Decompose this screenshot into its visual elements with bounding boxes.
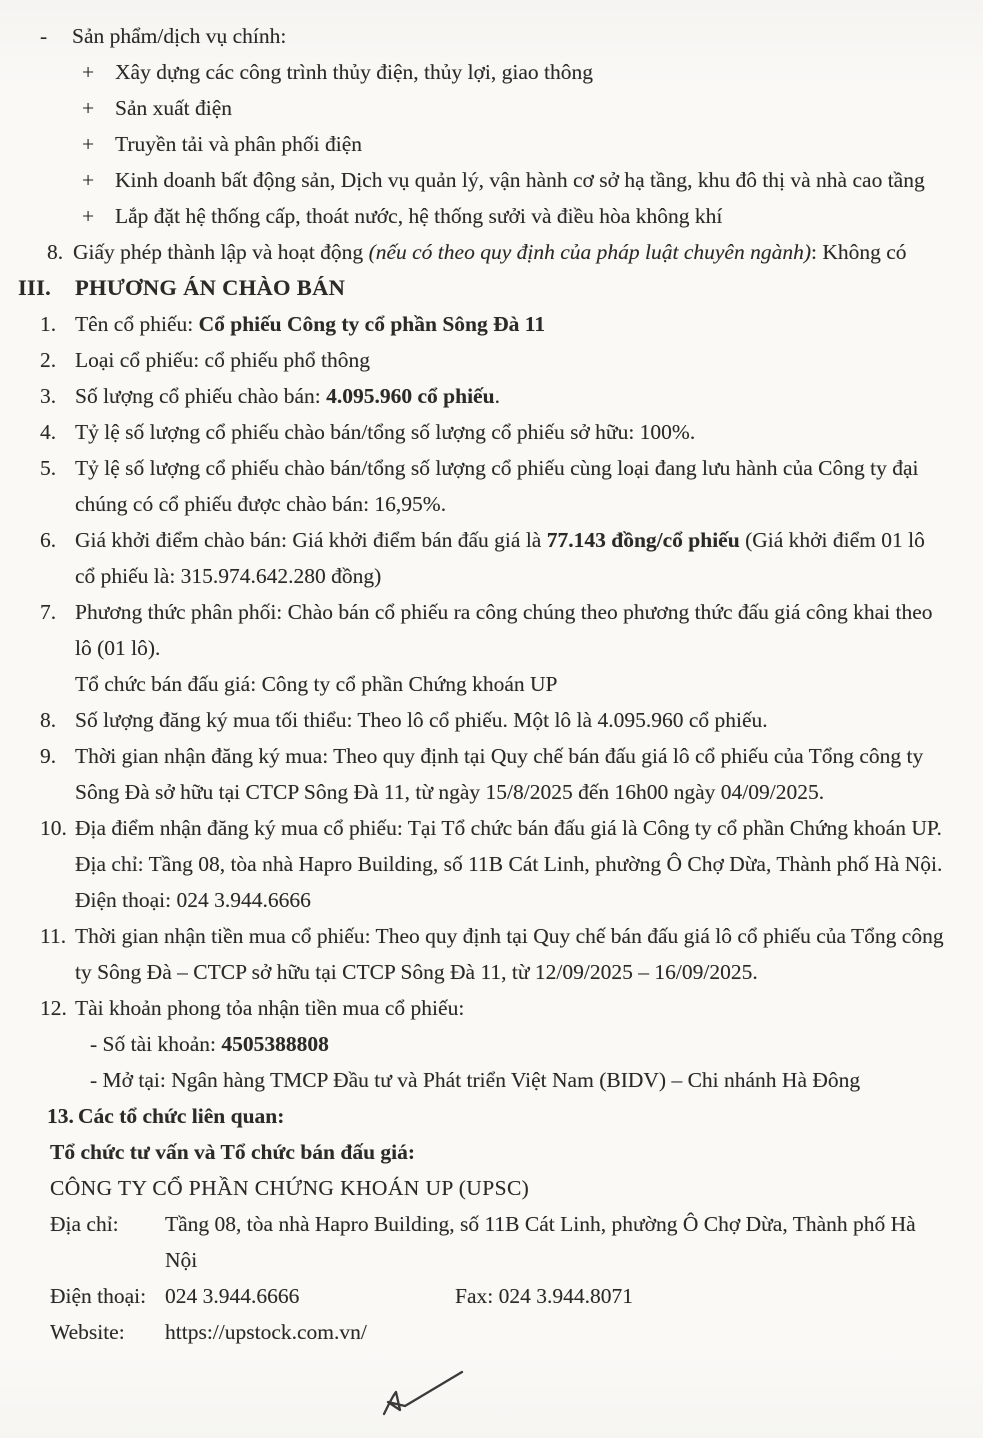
- item-text: Thời gian nhận tiền mua cổ phiếu: Theo quy định tại Quy chế bán đấu giá lô cổ phiếu của Tổng công ty Sông Đà – CTCP sở hữu tại CTCP Sông Đà 11, từ 12/09/2025 – 16/09/2025.: [75, 924, 944, 984]
- offer-item-3: [40, 378, 947, 414]
- plus-bullet: +: [82, 132, 95, 156]
- plus-bullet: +: [82, 168, 95, 192]
- service-item: [82, 162, 947, 198]
- offer-item-13: [47, 1098, 947, 1134]
- item-number: 8.: [40, 708, 57, 732]
- company-name: CÔNG TY CỔ PHẦN CHỨNG KHOÁN UP (UPSC): [50, 1176, 530, 1200]
- item-text: Phương thức phân phối: Chào bán cổ phiếu ra công chúng theo phương thức đấu giá công khai theo lô (01 lô).: [75, 600, 933, 660]
- plus-bullet: +: [82, 96, 95, 120]
- fax-value: Fax: 024 3.944.8071: [455, 1284, 633, 1308]
- main-products-heading: [40, 18, 947, 54]
- phone-label: Điện thoại:: [50, 1284, 147, 1308]
- service-text: Truyền tải và phân phối điện: [115, 132, 363, 156]
- website-label: Website:: [50, 1320, 125, 1344]
- item-text: Tỷ lệ số lượng cổ phiếu chào bán/tổng số lượng cổ phiếu cùng loại đang lưu hành của Công ty đại chúng có cổ phiếu được chào bán: 16,95%.: [75, 456, 919, 516]
- service-item: [82, 90, 947, 126]
- service-text: Xây dựng các công trình thủy điện, thủy lợi, giao thông: [115, 60, 594, 84]
- item-text: Địa điểm nhận đăng ký mua cổ phiếu: Tại Tổ chức bán đấu giá là Công ty cổ phần Chứng khoán UP. Địa chỉ: Tầng 08, tòa nhà Hapro Building, số 11B Cát Linh, phường Ô Chợ Dừa, Thành phố Hà Nội. Điện thoại: 024 3.944.6666: [75, 816, 943, 912]
- address-row: [50, 1206, 947, 1278]
- offer-item-12: [40, 990, 947, 1026]
- pen-mark-icon: [378, 1364, 470, 1424]
- offer-item-5: [40, 450, 947, 522]
- offer-item-4: [40, 414, 947, 450]
- offer-item-1: [40, 306, 947, 342]
- service-item: [82, 198, 947, 234]
- item-text: Các tổ chức liên quan:: [78, 1104, 285, 1128]
- item-number: 1.: [40, 312, 57, 336]
- item-number: 13.: [47, 1104, 74, 1128]
- item-text: Tài khoản phong tỏa nhận tiền mua cổ phiếu:: [75, 996, 465, 1020]
- item-text: Giá khởi điểm chào bán: Giá khởi điểm bán đấu giá là 77.143 đồng/cổ phiếu (Giá khởi điểm 01 lô cổ phiếu là: 315.974.642.280 đồng): [75, 528, 925, 588]
- item-number: 7.: [40, 600, 57, 624]
- dash-bullet: -: [40, 24, 48, 48]
- website-value: https://upstock.com.vn/: [165, 1320, 367, 1344]
- phone-row: [50, 1278, 947, 1314]
- offer-item-8: [40, 702, 947, 738]
- item-number: 8.: [47, 240, 64, 264]
- item-number: 11.: [40, 924, 67, 948]
- auction-org-line: Tổ chức bán đấu giá: Công ty cổ phần Chứng khoán UP: [75, 672, 558, 696]
- section-number: III.: [18, 275, 52, 300]
- plus-bullet: +: [82, 204, 95, 228]
- item-number: 6.: [40, 528, 57, 552]
- offer-item-2: [40, 342, 947, 378]
- license-text: Giấy phép thành lập và hoạt động (nếu có theo quy định của pháp luật chuyên ngành): Không có: [73, 240, 907, 264]
- plus-bullet: +: [82, 60, 95, 84]
- item-number: 5.: [40, 456, 57, 480]
- offer-item-7: [40, 594, 947, 666]
- offer-item-9: [40, 738, 947, 810]
- section-title: PHƯƠNG ÁN CHÀO BÁN: [75, 275, 346, 300]
- service-text: Lắp đặt hệ thống cấp, thoát nước, hệ thống sưởi và điều hòa không khí: [115, 204, 723, 228]
- item-number: 9.: [40, 744, 57, 768]
- organisation-block: [50, 1134, 947, 1350]
- item-number: 4.: [40, 420, 57, 444]
- item-text: Tỷ lệ số lượng cổ phiếu chào bán/tổng số lượng cổ phiếu sở hữu: 100%.: [75, 420, 696, 444]
- phone-value: 024 3.944.6666: [165, 1284, 300, 1308]
- item-text: Số lượng cổ phiếu chào bán: 4.095.960 cổ phiếu.: [75, 384, 500, 408]
- account-number-line: - Số tài khoản: 4505388808: [90, 1032, 329, 1056]
- offer-item-10: [40, 810, 947, 918]
- service-text: Sản xuất điện: [115, 96, 233, 120]
- address-label: Địa chỉ:: [50, 1212, 119, 1236]
- section-heading: [18, 270, 947, 306]
- account-bank-line: - Mở tại: Ngân hàng TMCP Đầu tư và Phát triển Việt Nam (BIDV) – Chi nhánh Hà Đông: [90, 1068, 861, 1092]
- service-text: Kinh doanh bất động sản, Dịch vụ quản lý, vận hành cơ sở hạ tầng, khu đô thị và nhà cao tầng: [115, 168, 925, 192]
- offer-item-11: [40, 918, 947, 990]
- service-item: [82, 126, 947, 162]
- advisor-heading: Tổ chức tư vấn và Tổ chức bán đấu giá:: [50, 1140, 416, 1164]
- item-number: 3.: [40, 384, 57, 408]
- item-text: Loại cổ phiếu: cổ phiếu phổ thông: [75, 348, 370, 372]
- website-row: [50, 1314, 947, 1350]
- item-number: 12.: [40, 996, 67, 1020]
- item-text: Số lượng đăng ký mua tối thiểu: Theo lô cổ phiếu. Một lô là 4.095.960 cổ phiếu.: [75, 708, 768, 732]
- item-text: Tên cổ phiếu: Cổ phiếu Công ty cổ phần Sông Đà 11: [75, 312, 546, 336]
- fax-label: Fax:: [455, 1284, 494, 1308]
- address-value: Tầng 08, tòa nhà Hapro Building, số 11B Cát Linh, phường Ô Chợ Dừa, Thành phố Hà Nội: [165, 1212, 916, 1272]
- main-products-label: Sản phẩm/dịch vụ chính:: [72, 24, 287, 48]
- item-number: 10.: [40, 816, 67, 840]
- offer-item-6: [40, 522, 947, 594]
- item-number: 2.: [40, 348, 57, 372]
- item-text: Thời gian nhận đăng ký mua: Theo quy định tại Quy chế bán đấu giá lô cổ phiếu của Tổng công ty Sông Đà sở hữu tại CTCP Sông Đà 11, từ ngày 15/8/2025 đến 16h00 ngày 04/09/2025.: [75, 744, 924, 804]
- service-item: [82, 54, 947, 90]
- license-item: [47, 234, 947, 270]
